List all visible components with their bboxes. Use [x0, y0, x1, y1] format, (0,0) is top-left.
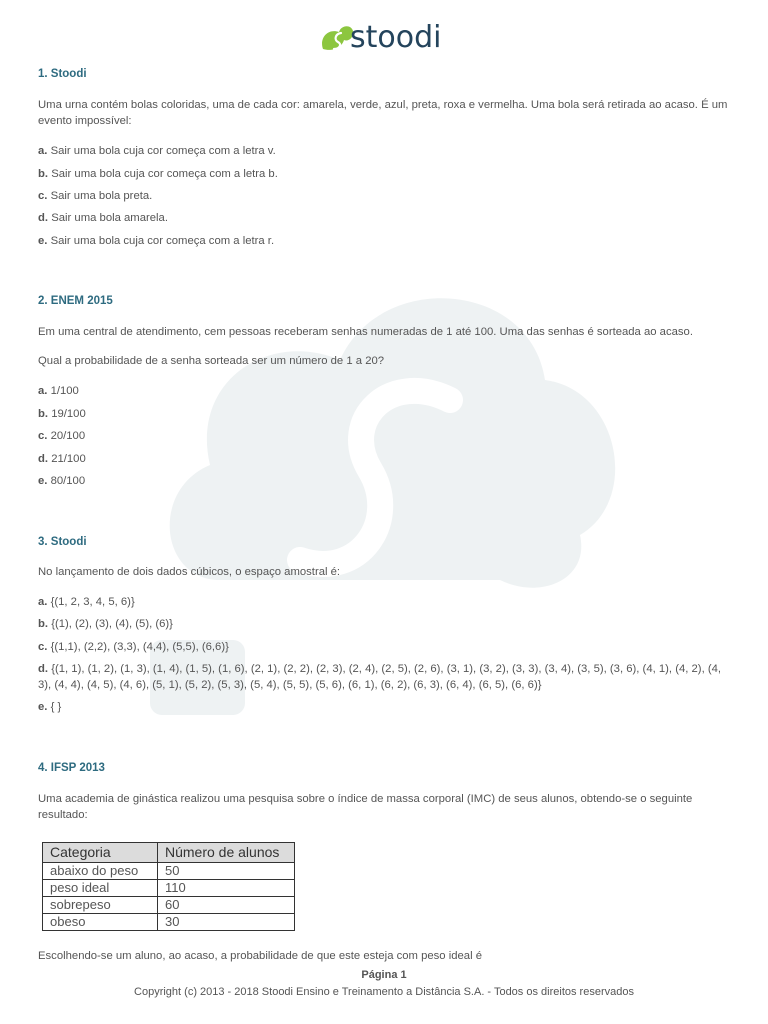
option-letter: d.: [38, 212, 49, 224]
table-header-category: Categoria: [43, 843, 158, 863]
option-text: {(1, 1), (1, 2), (1, 3), (1, 4), (1, 5), (1, 6), (2, 1), (2, 2), (2, 3), (2, 4), (2, 5), (2, 6), (3, 1), (3, 2), (3, 3), (3, 4), (3, 5), (3, 6), (4, 1), (4, 2), (4, 3), (4, 4), (4, 5), (4, 6), (5, 1), (5, 2), (5, 3), (5, 4), (5, 5), (5, 6), (6, 1), (6, 2), (6, 3), (6, 4), (6, 5), (6, 6)}: [38, 663, 722, 691]
question-2-option-c: [38, 428, 85, 444]
option-text: 1/100: [50, 385, 79, 397]
stoodi-logo: [320, 16, 450, 58]
table-cell-category: peso ideal: [43, 880, 158, 897]
question-3-option-b: [38, 616, 173, 632]
question-2-option-a: [38, 383, 79, 399]
table-row: [43, 897, 295, 914]
table-cell-category: abaixo do peso: [43, 863, 158, 880]
question-2-statement: Em uma central de atendimento, cem pessoas receberam senhas numeradas de 1 até 100. Uma das senhas é sorteada ao acaso.: [38, 326, 693, 338]
question-2-title: 2. ENEM 2015: [38, 295, 113, 307]
table-header-count: Número de alunos: [158, 843, 295, 863]
question-3-title: 3. Stoodi: [38, 536, 87, 548]
option-letter: a.: [38, 145, 48, 157]
option-text: 21/100: [51, 453, 86, 465]
question-3-option-e: [38, 699, 61, 715]
table-cell-count: 30: [158, 914, 295, 931]
option-letter: d.: [38, 663, 49, 675]
question-3-option-a: [38, 594, 135, 610]
option-text: Sair uma bola cuja cor começa com a letra b.: [51, 168, 278, 180]
option-letter: a.: [38, 385, 48, 397]
imc-table: [42, 842, 295, 931]
option-text: Sair uma bola preta.: [50, 190, 153, 202]
table-cell-category: obeso: [43, 914, 158, 931]
question-3-option-c: [38, 639, 229, 655]
question-1-statement: Uma urna contém bolas coloridas, uma de cada cor: amarela, verde, azul, preta, roxa e vermelha. Uma bola será retirada ao acaso. É um evento impossível:: [38, 99, 728, 127]
option-letter: b.: [38, 618, 49, 630]
option-letter: b.: [38, 168, 49, 180]
table-cell-count: 50: [158, 863, 295, 880]
question-2-option-d: [38, 451, 86, 467]
option-text: 19/100: [51, 408, 86, 420]
question-1-title: 1. Stoodi: [38, 68, 87, 80]
table-header-row: [43, 843, 295, 863]
option-letter: e.: [38, 475, 48, 487]
option-letter: c.: [38, 641, 48, 653]
option-text: {(1), (2), (3), (4), (5), (6)}: [51, 618, 173, 630]
option-text: Sair uma bola cuja cor começa com a letra r.: [50, 235, 275, 247]
copyright-notice: Copyright (c) 2013 - 2018 Stoodi Ensino e Treinamento a Distância S.A. - Todos os direitos reservados: [134, 986, 634, 998]
question-4-title: 4. IFSP 2013: [38, 762, 105, 774]
option-letter: b.: [38, 408, 49, 420]
option-letter: c.: [38, 430, 48, 442]
question-3-option-d: [38, 661, 728, 693]
question-4-question: Escolhendo-se um aluno, ao acaso, a probabilidade de que este esteja com peso ideal é: [38, 950, 483, 962]
option-letter: c.: [38, 190, 48, 202]
table-cell-category: sobrepeso: [43, 897, 158, 914]
question-3-statement: No lançamento de dois dados cúbicos, o espaço amostral é:: [38, 566, 341, 578]
question-2-option-e: [38, 473, 85, 489]
option-text: {(1,1), (2,2), (3,3), (4,4), (5,5), (6,6)}: [50, 641, 229, 653]
logo-leaf-icon: [322, 26, 353, 50]
table-cell-count: 60: [158, 897, 295, 914]
option-text: Sair uma bola cuja cor começa com a letra v.: [50, 145, 276, 157]
option-text: 80/100: [50, 475, 86, 487]
option-text: Sair uma bola amarela.: [51, 212, 168, 224]
option-letter: a.: [38, 596, 48, 608]
table-row: [43, 880, 295, 897]
table-row: [43, 863, 295, 880]
page-number: Página 1: [361, 969, 407, 981]
table-cell-count: 110: [158, 880, 295, 897]
option-text: { }: [50, 701, 62, 713]
question-1-option-d: [38, 210, 168, 226]
question-2-option-b: [38, 406, 86, 422]
logo-wordmark: stoodi: [350, 20, 442, 55]
option-letter: e.: [38, 235, 48, 247]
question-1-option-b: [38, 166, 278, 182]
option-text: 20/100: [50, 430, 86, 442]
option-text: {(1, 2, 3, 4, 5, 6)}: [50, 596, 135, 608]
question-1-option-a: [38, 143, 276, 159]
question-1-option-c: [38, 188, 152, 204]
table-row: [43, 914, 295, 931]
option-letter: d.: [38, 453, 49, 465]
option-letter: e.: [38, 701, 48, 713]
question-1-option-e: [38, 233, 274, 249]
question-4-statement: Uma academia de ginástica realizou uma pesquisa sobre o índice de massa corporal (IMC) de seus alunos, obtendo-se o seguinte resultado:: [38, 793, 693, 821]
question-2-question: Qual a probabilidade de a senha sorteada ser um número de 1 a 20?: [38, 355, 385, 367]
